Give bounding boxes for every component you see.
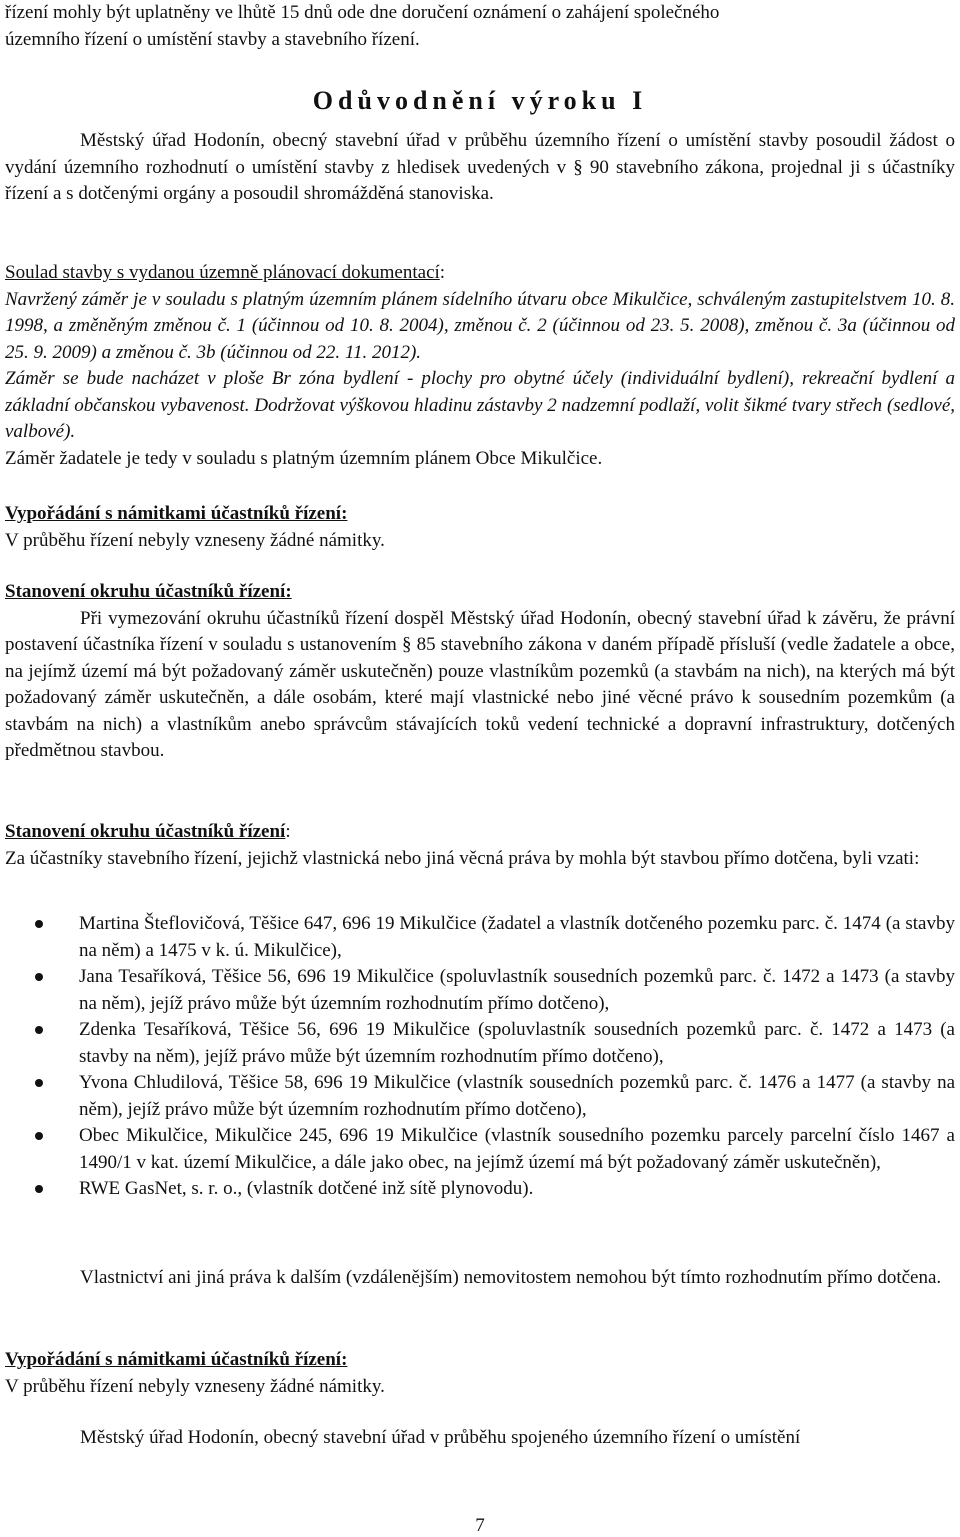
namitky-text-2: V průběhu řízení nebyly vzneseny žádné námitky. <box>5 1375 385 1397</box>
okruh-title-1: Stanovení okruhu účastníků řízení: <box>5 581 292 602</box>
soulad-italic-2: Záměr se bude nacházet v ploše Br zóna bydlení - plochy pro obytné účely (individuální bydlení), rekreační bydlení a základní občanskou vybavenost. Dodržovat výškovou hladinu zástavby 2 nadzemní podlaží, volit šikmé tvary střech (sedlové, valbové). <box>5 368 955 442</box>
bullet-icon <box>35 1026 43 1034</box>
list-item <box>5 911 955 964</box>
bullet-icon <box>35 1079 43 1087</box>
namitky-title-1: Vypořádání s námitkami účastníků řízení: <box>5 503 348 524</box>
participant-text: RWE GasNet, s. r. o., (vlastník dotčené inž sítě plynovodu). <box>79 1178 534 1199</box>
participant-text: Zdenka Tesaříková, Těšice 56, 696 19 Mikulčice (spoluvlastník sousedních pozemků parc. č. 1472 a 1473 (a stavby na něm), jejíž právo může být územním rozhodnutím přímo dotčeno), <box>79 1019 955 1067</box>
namitky-title-2: Vypořádání s námitkami účastníků řízení: <box>5 1349 348 1370</box>
bullet-icon <box>35 920 43 928</box>
soulad-section <box>5 260 955 472</box>
paragraph-odovodneni: Městský úřad Hodonín, obecný stavební úřad v průběhu územního řízení o umístění stavby posoudil žádost o vydání územního rozhodnutí o umístění stavby z hledisek uvedených v § 90 stavebního zákona, projednal ji s účastníky řízení a s dotčenými orgány a posoudil shromážděná stanoviska. <box>5 130 955 204</box>
page-number: 7 <box>475 1515 485 1536</box>
participant-text: Martina Šteflovičová, Těšice 647, 696 19 Mikulčice (žadatel a vlastník dotčeného pozemku parc. č. 1474 (a stavby na něm) a 1475 v k. ú. Mikulčice), <box>79 913 955 961</box>
soulad-title <box>5 260 955 287</box>
okruh-title-2 <box>5 819 955 846</box>
bullet-icon <box>35 1132 43 1140</box>
participant-text: Yvona Chludilová, Těšice 58, 696 19 Mikulčice (vlastník sousedních pozemků parc. č. 1476 a 1477 (a stavby na něm), jejíž právo může být územním rozhodnutím přímo dotčeno), <box>79 1072 955 1120</box>
soulad-italic-1: Navržený záměr je v souladu s platným územním plánem sídelního útvaru obce Mikulčice, schváleným zastupitelstvem 10. 8. 1998, a změněným změnou č. 1 (účinnou od 10. 8. 2004), změnou č. 2 (účinnou od 23. 5. 2008), změnou č. 3a (účinnou od 25. 9. 2009) a změnou č. 3b (účinnou od 22. 11. 2012). <box>5 288 955 363</box>
okruh-text-1: Při vymezování okruhu účastníků řízení dospěl Městský úřad Hodonín, obecný stavební úřad k závěru, že právní postavení účastníka řízení v souladu s ustanovením § 85 stavebního zákona v daném případě přísluší (vedle žadatele a obce, na jejímž území má být požadovaný záměr uskutečněn) pouze vlastníkům pozemků (a stavbám na nich), na kterých má být požadovaný záměr uskutečněn, a dále osobám, které mají vlastnické nebo jiné věcné právo k sousedním pozemkům (a stavbám na nich) a vlastníkům anebo správcům stávajících toků vedení technické a dopravní infrastruktury, dotčených předmětnou stavbou. <box>5 607 955 761</box>
okruh-section-1 <box>5 579 955 765</box>
list-item <box>5 1123 955 1176</box>
namitky-text-1: V průběhu řízení nebyly vzneseny žádné námitky. <box>5 529 385 551</box>
list-item <box>5 1176 955 1203</box>
document-page <box>5 0 955 1537</box>
okruh-text-2: Za účastníky stavebního řízení, jejichž vlastnická nebo jiná věcná práva by mohla být stavbou přímo dotčena, byli vzati: <box>5 847 920 869</box>
vlastnictvi-text: Vlastnictví ani jiná práva k dalším (vzdálenějším) nemovitostem nemohou být tímto rozhodnutím přímo dotčena. <box>80 1267 942 1288</box>
bullet-icon <box>35 1185 43 1193</box>
list-item <box>5 964 955 1017</box>
namitky-section-2 <box>5 1347 955 1400</box>
soulad-title-text: Soulad stavby s vydanou územně plánovací dokumentací <box>5 262 440 283</box>
list-item <box>5 1070 955 1123</box>
intro-text <box>5 0 955 53</box>
section-heading: Odůvodnění výroku I <box>312 86 648 115</box>
participants-list <box>5 911 955 1203</box>
okruh-title-2-suffix: : <box>285 821 291 842</box>
namitky-section-1 <box>5 501 955 554</box>
participant-text: Jana Tesaříková, Těšice 56, 696 19 Mikulčice (spoluvlastník sousedních pozemků parc. č. 1472 a 1473 (a stavby na něm), jejíž právo může být územním rozhodnutím přímo dotčeno), <box>79 966 955 1014</box>
soulad-conclusion: Záměr žadatele je tedy v souladu s platným územním plánem Obce Mikulčice. <box>5 447 603 469</box>
intro-line-1: řízení mohly být uplatněny ve lhůtě 15 dnů ode dne doručení oznámení o zahájení společného <box>5 2 720 23</box>
intro-line-2: územního řízení o umístění stavby a stavebního řízení. <box>5 28 420 50</box>
list-item <box>5 1017 955 1070</box>
okruh-section-2 <box>5 819 955 872</box>
soulad-title-suffix: : <box>439 262 446 283</box>
final-line: Městský úřad Hodonín, obecný stavební úřad v průběhu spojeného územního řízení o umístění <box>80 1427 801 1448</box>
participant-text: Obec Mikulčice, Mikulčice 245, 696 19 Mikulčice (vlastník sousedního pozemku parcely parcelní číslo 1467 a 1490/1 v kat. území Mikulčice, a dále jako obec, na jejímž území má být požadovaný záměr uskutečněn), <box>79 1125 955 1173</box>
bullet-icon <box>35 973 43 981</box>
okruh-title-2-text: Stanovení okruhu účastníků řízení <box>5 821 286 842</box>
